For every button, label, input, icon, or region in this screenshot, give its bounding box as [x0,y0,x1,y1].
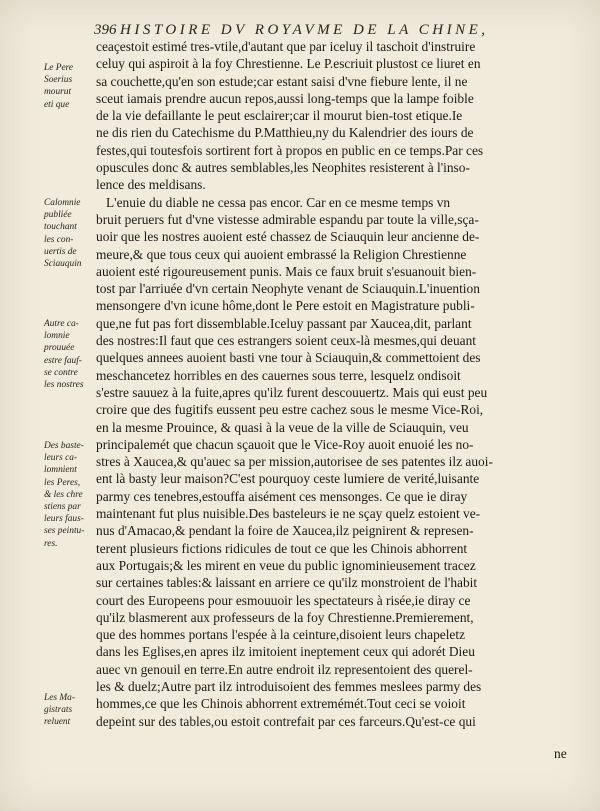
margin-note-line: leurs ca- [44,453,78,464]
text-line: nus d'Amacao,& pendant la foire de Xaucea,ilz peignirent & represen- [96,523,474,539]
margin-note-line: les con- [44,234,74,245]
text-line: des nostres:Il faut que ces estrangers soient ceux-là mesmes,qui deuant [96,333,477,349]
text-line: mensongere d'vn icune hôme,dont le Pere estoit en Magistrature publi- [96,298,475,314]
margin-note-magistrats [44,692,96,729]
margin-note-soerius [44,62,96,111]
text-line: quelques annees auoient basti vne tour à Sciauquin,& commettoient des [96,350,481,366]
text-line: sur certaines tables:& laissant en arriere ce qu'ilz monstroient de l'habit [96,575,478,591]
text-line: stres à Xaucea,& qu'auec sa per mission,autorisee de ses patentes ilz auoi- [96,454,493,470]
text-line: lence des meldisans. [96,177,206,193]
margin-note-line: Soerius [44,75,73,86]
text-line: dans les Eglises,en apres ilz imitoient ineptement ceux qui adorét Dieu [96,644,475,660]
text-line: court des Europeens pour esmouuoir les spectateurs à risée,ie diray ce [96,592,471,608]
text-line: parmy ces tenebres,estouffa aisément ces mensonges. Ce que ie diray [96,488,468,504]
text-line: les & duelz;Autre part ilz introduisoient des femmes meslees parmy des [96,678,482,694]
text-line: sa couchette,qu'en son estude;car estant saisi d'vne fiebure lente, il ne [96,73,468,89]
paragraph-first-line: L'enuie du diable ne cessa pas encor. Car en ce mesme temps vn [106,194,451,210]
text-line: auoient esté rigoureusement punis. Mais ce faux bruit s'esuanouit bien- [96,263,477,279]
text-line: hommes,ce que les Chinois abhorrent extremémét.Tout ceci se voioit [96,696,466,712]
text-line: celuy qui aspiroit à la foy Chrestienne. Le P.escriuit plustost ce liuret en [96,56,481,72]
text-line: ne dis rien du Catechisme du P.Matthieu,ny du Kalendrier des iours de [96,125,474,141]
text-line: ent là basty leur maison?C'est pourquoy ceste lumiere de verité,luisante [96,471,480,487]
margin-note-line: se contre [44,367,78,378]
text-line: ceaçestoit estimé tres-vtile,d'autant que par iceluy il taschoit d'instruire [96,39,476,54]
margin-note-line: les Peres, [44,477,81,488]
margin-note-line: prouuée [44,343,75,354]
margin-note-line: les nostres [44,380,84,391]
page-number: 396 [94,22,117,38]
margin-note-basteleurs [44,440,96,550]
text-line: aux Portugais;& les mirent en veue du public ignominieusement tracez [96,557,476,573]
margin-note-line: & les chre [44,489,83,500]
margin-note-line: Calomnie [44,198,81,208]
margin-note-line: Des baste- [44,441,84,451]
margin-note-line: Autre ca- [44,319,79,329]
text-line: sceut iamais prendre aucun repos,aussi long-temps que la lampe foible [96,90,474,106]
text-line: festes,qui toutesfois sortirent fort à propos en public en ce temps.Par ces [96,142,484,158]
margin-note-line: ses peintu- [44,526,85,537]
margin-note-line: touchant [44,222,77,233]
text-line: qu'ilz blasmerent aux professeurs de la foy Chrestienne.Premierement, [96,609,474,625]
margin-note-line: eti que [44,99,70,110]
text-line: bruit peruers fut d'vne vistesse admirable espandu par toute la ville,sça- [96,211,479,227]
catchword: ne [554,746,567,761]
text-line: maintenant fut plus nuisible.Des basteleurs ie ne sçay quelz estoient ve- [96,506,481,522]
text-line: s'estre sauuez à la fuite,apres qu'ilz furent descouuertz. Mais qui eust peu [96,384,488,400]
text-line: depeint sur des tables,ou estoit contrefait par ces farceurs.Qu'est-ce qui [96,713,476,729]
margin-note-line: estre fauf- [44,355,82,366]
text-line: que,ne fut pas fort dissemblable.Iceluy passant par Xaucea,dit, parlant [96,315,472,331]
running-title: HISTOIRE DV ROYAVME DE LA CHINE, [120,22,489,38]
text-line: opuscules donc & autres semblables,les Neophites resisterent à l'inso- [96,160,470,176]
margin-note-calomnie [44,197,96,270]
text-line: de la vie defaillante le peut esclairer;car il mourut bien-tost etique.Ie [96,108,463,124]
body-text [96,38,572,730]
margin-note-line: reluent [44,717,71,728]
text-line: croire que des fugitifs eussent peu estre cachez sous le mesme Vice-Roi, [96,402,484,418]
margin-note-line: Les Ma- [44,693,75,703]
margin-note-line: lomnie [44,331,70,342]
text-line: auec vn genouil en terre.En autre endroit ilz representoient des querel- [96,661,473,677]
text-line: en la mesme Prouince, & quasi à la veue de la ville de Sciauquin, veu [96,419,469,435]
text-line: meure,& que tous ceux qui auoient embrassé la Religion Chrestienne [96,246,467,262]
margin-note-line: lomnient [44,465,77,476]
text-line: que des hommes portans l'espée à la ceinture,disoient leurs chapeletz [96,627,466,643]
margin-note-line: publiée [44,210,72,221]
text-line: meschancetez horribles en des cauernes sous terre, lesquelz ondisoit [96,367,461,383]
margin-note-line: mourut [44,87,72,98]
margin-note-line: gistrats [44,705,73,716]
margin-note-line: res. [44,538,58,549]
margin-note-line: Le Pere [44,63,74,73]
text-line: principalemét que chacun sçauoit que le Vice-Roy auoit enuoié les no- [96,436,474,452]
margin-note-line: stiens par [44,502,81,513]
text-line: tost par l'arriuée d'vn certain Neophyte venant de Sciauquin.L'inuention [96,281,480,297]
text-line: terent plusieurs fictions ridicules de tout ce que les Chinois abhorrent [96,540,468,556]
margin-note-line: uertis de [44,246,77,257]
margin-note-autre-calomnie [44,318,96,391]
margin-note-line: Sciauquin [44,259,82,270]
text-line: uoir que les nostres auoient esté chassez de Sciauquin leur ancienne de- [96,229,480,245]
margin-note-line: leurs faus- [44,514,84,525]
